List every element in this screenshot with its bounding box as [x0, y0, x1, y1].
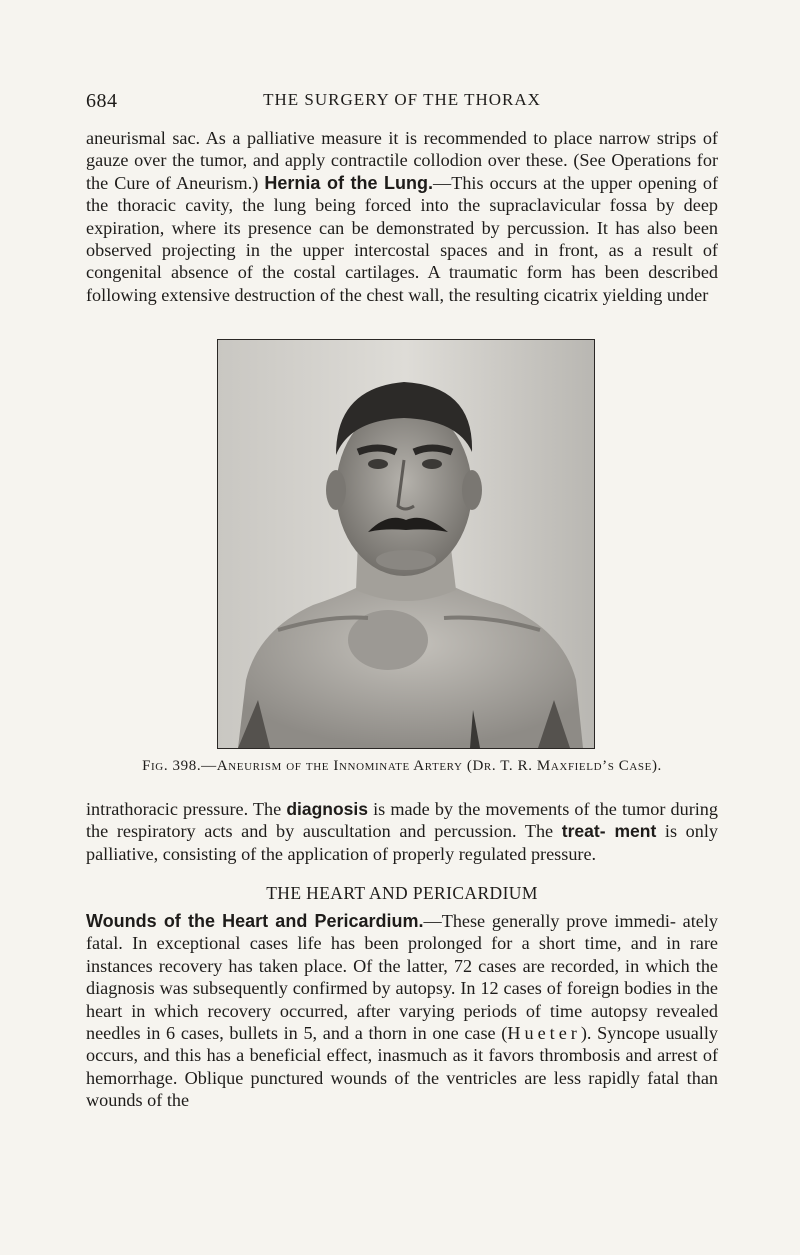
patient-portrait-photo [218, 340, 594, 748]
intro-text: aneurismal sac. As a palliative measure it is recommended to place narrow strips of gauze over the tumor, and apply contractile collodion over these. (See Operations for the Cure of Aneurism.) [86, 128, 718, 193]
text-segment: ). Syncope usually occurs, and this has a beneficial effect, inasmuch as it favors thrombosis and arrest of hemorrhage. Oblique punctured wounds of the ventricles are less rapidly fatal than wounds of the [86, 1023, 719, 1111]
running-title: THE SURGERY OF THE THORAX [263, 90, 541, 109]
heading-wounds-of-heart: Wounds of the Heart and Pericardium. [86, 911, 424, 931]
section-title: THE HEART AND PERICARDIUM [266, 883, 538, 903]
heading-hernia-of-lung: Hernia of the Lung. [264, 172, 434, 193]
paragraph-wounds-of-heart [86, 910, 718, 1112]
keyword-diagnosis: diagnosis [286, 799, 368, 819]
text-segment: is only palliative, consisting of the application of properly regulated pressure. [86, 821, 718, 864]
page-number: 684 [86, 90, 118, 112]
paragraph-diagnosis-treatment [86, 798, 718, 865]
text-segment: is made by the movements of the tumor during the respiratory acts and by auscultation and percussion. The [86, 799, 718, 842]
author-name: Hueter [507, 1023, 581, 1044]
figure-caption: Fig. 398.—Aneurism of the Innominate Artery (Dr. T. R. Maxfield’s Case). [142, 758, 662, 774]
keyword-treatment: treat- ment [561, 821, 657, 842]
figure-photograph [217, 339, 595, 749]
text-segment: —These generally prove immedi- ately fatal. In exceptional cases life has been prolonged for a short time, and in rare instances recovery has taken place. Of the latter, 72 cases are recorded, in which the diagnosis was subsequently confirmed by autopsy. In 12 cases of foreign bodies in the heart in which recovery occurred, after varying periods of time autopsy revealed needles in 6 cases, bullets in 5, and a thorn in one case ( [86, 911, 718, 1044]
paragraph-hernia-of-lung [86, 127, 718, 306]
hernia-text: —This occurs at the upper opening of the thoracic cavity, the lung being forced into the supraclavicular fossa by deep expiration, where its presence can be demonstrated by percussion. It has also been observed projecting in the upper intercostal spaces and in front, as a result of congenital absence of the costal cartilages. A traumatic form has been described following extensive destruction of the chest wall, the resulting cicatrix yielding under [86, 172, 719, 305]
running-head [86, 90, 718, 114]
text-segment: intrathoracic pressure. The [86, 799, 287, 819]
